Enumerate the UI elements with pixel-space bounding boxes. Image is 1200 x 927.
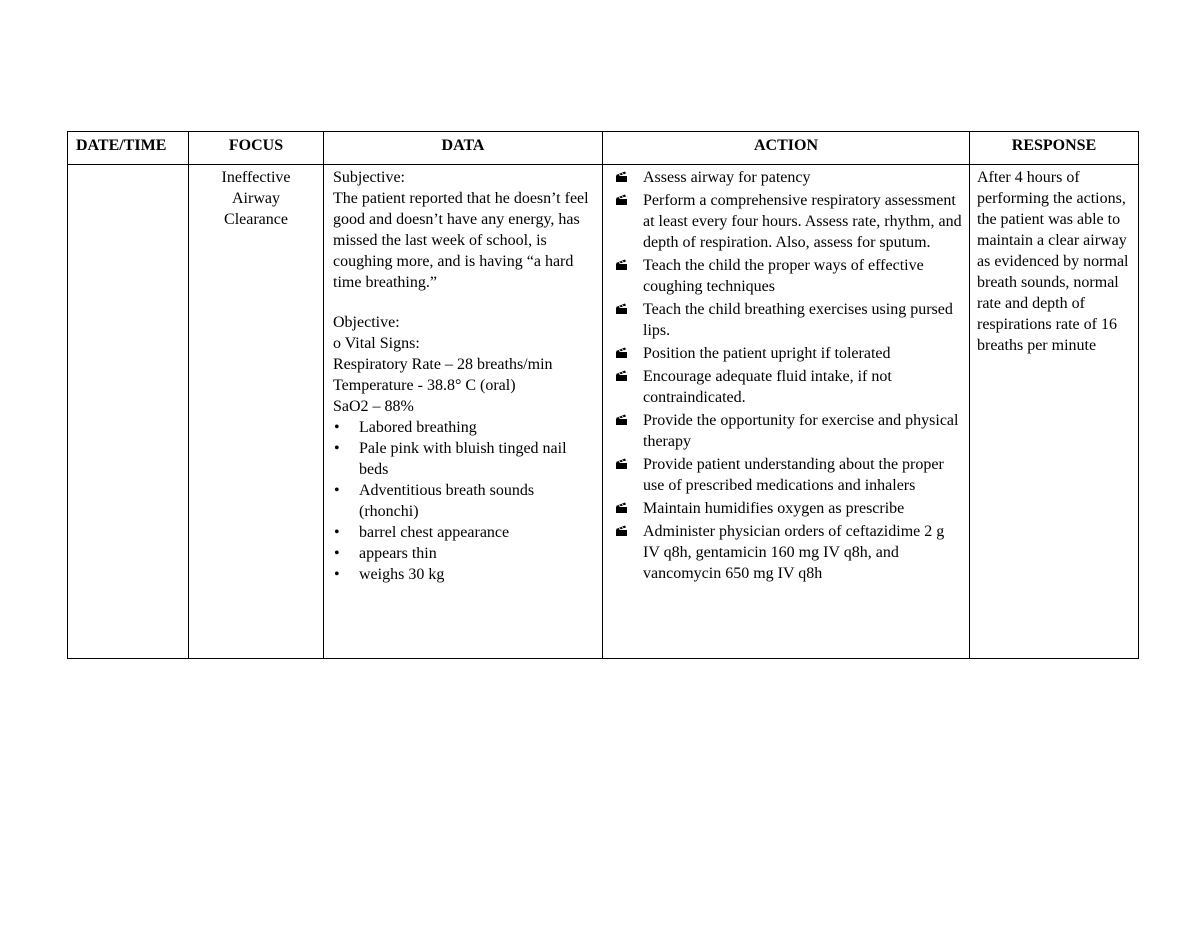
list-item: • Labored breathing [333,417,594,438]
vital-sao2: SaO2 – 88% [333,398,414,415]
subjective-label: Subjective: [333,169,405,186]
clapperboard-icon [615,525,628,536]
action-text: Provide the opportunity for exercise and physical therapy [643,412,959,450]
objective-label: Objective: [333,314,400,331]
clapperboard-icon [615,370,628,381]
clapperboard-icon [615,458,628,469]
data-cell [324,165,603,659]
list-item: • Pale pink with bluish tinged nail beds [333,438,594,480]
vital-respiratory-rate: Respiratory Rate – 28 breaths/min [333,356,553,373]
focus-line: Airway [232,190,280,207]
action-text: Teach the child the proper ways of effective coughing techniques [643,257,924,295]
clapperboard-icon [615,303,628,314]
list-item: • Adventitious breath sounds (rhonchi) [333,480,594,522]
clapperboard-icon [615,414,628,425]
table-row [68,165,1139,659]
action-text: Assess airway for patency [643,169,811,186]
action-item [612,366,963,408]
list-item: • barrel chest appearance [333,522,594,543]
date-time-cell [68,165,189,659]
action-item [612,190,963,253]
action-item [612,498,963,519]
nursing-care-table [67,131,1139,659]
clapperboard-icon [615,171,628,182]
focus-line: Ineffective [221,169,291,186]
header-date-time: DATE/TIME [68,132,189,165]
action-list [612,167,963,584]
list-item: • weighs 30 kg [333,564,594,585]
action-text: Teach the child breathing exercises using pursed lips. [643,301,953,339]
subjective-text: The patient reported that he doesn’t feel good and doesn’t have any energy, has missed the last week of school, is coughing more, and is having “a hard time breathing.” [333,190,589,291]
focus-line: Clearance [224,211,288,228]
vital-signs-label: o Vital Signs: [333,335,420,352]
action-text: Perform a comprehensive respiratory assessment at least every four hours. Assess rate, rhythm, and depth of respiration. Also, assess for sputum. [643,192,962,251]
action-item [612,167,963,188]
action-item [612,343,963,364]
action-item [612,521,963,584]
action-item [612,255,963,297]
clapperboard-icon [615,194,628,205]
action-item [612,299,963,341]
clapperboard-icon [615,502,628,513]
header-data: DATA [324,132,603,165]
header-action: ACTION [603,132,970,165]
findings-list [333,417,594,585]
response-cell: After 4 hours of performing the actions, the patient was able to maintain a clear airway as evidenced by normal breath sounds, normal rate and depth of respirations rate of 16 breaths per minute [970,165,1139,659]
action-item [612,454,963,496]
vital-temperature: Temperature - 38.8° C (oral) [333,377,516,394]
action-cell [603,165,970,659]
action-text: Position the patient upright if tolerated [643,345,891,362]
action-text: Maintain humidifies oxygen as prescribe [643,500,905,517]
action-text: Encourage adequate fluid intake, if not contraindicated. [643,368,892,406]
clapperboard-icon [615,347,628,358]
header-response: RESPONSE [970,132,1139,165]
action-text: Administer physician orders of ceftazidime 2 g IV q8h, gentamicin 160 mg IV q8h, and vancomycin 650 mg IV q8h [643,523,945,582]
action-text: Provide patient understanding about the proper use of prescribed medications and inhalers [643,456,944,494]
list-item: • appears thin [333,543,594,564]
header-focus: FOCUS [189,132,324,165]
action-item [612,410,963,452]
focus-cell [189,165,324,659]
header-row [68,132,1139,165]
clapperboard-icon [615,259,628,270]
